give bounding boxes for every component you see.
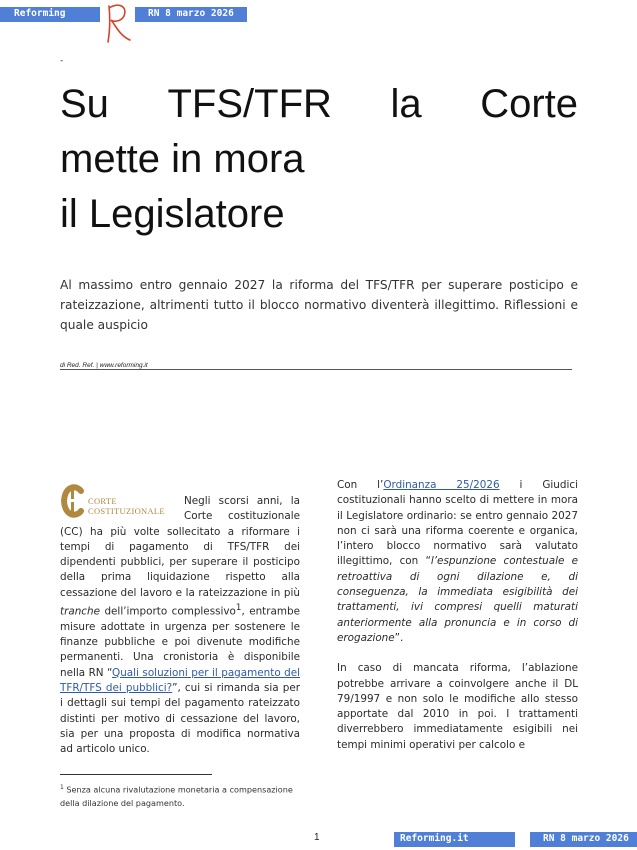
article-title [60, 77, 578, 242]
title-line-2: mette in mora [60, 137, 305, 181]
footer-site: Reforming.it [400, 833, 469, 844]
corte-logo-line1: CORTE [88, 496, 117, 506]
title-line-1 [60, 77, 578, 132]
title-word: TFS/TFR [167, 82, 332, 126]
footer-site-band [394, 832, 515, 847]
text-run: i Giudici costituzionali hanno scelto di mettere in mora il Legislatore ordinario: se entro gennaio 2027 non ci sarà una riforma coerente e organica, l’intero blocco normativo sarà valutato illegittimo, con “ [337, 479, 578, 568]
text-run: Con l’ [337, 479, 384, 491]
header-issue-band [135, 7, 247, 22]
corte-emblem-icon [60, 482, 86, 520]
title-line-3: il Legislatore [60, 192, 285, 236]
body-column-right [337, 478, 578, 753]
quoted-text: l’espunzione contestuale e retroattiva di ogni dilazione e, di conseguenza, la immediata esigibilità dei trattamenti, ivi compresi quelli maturati anteriormente alla pronuncia e in corso di erogazione [337, 555, 578, 644]
corte-costituzionale-logo [60, 482, 178, 524]
section-marker: - [60, 56, 64, 66]
text-run: , entrambe misure adottate in urgenza per sostenere le finanze pubbliche e poi divenute modifiche permanenti. Una cronistoria è disponibile nella RN “ [60, 605, 300, 679]
footnote-text: Senza alcuna rivalutazione monetaria a compensazione della dilazione del pagamento. [60, 784, 293, 808]
header-brand: Reforming [14, 8, 66, 19]
text-run: ”. [394, 631, 404, 644]
body-column-left [60, 494, 300, 758]
footnote-number: 1 [60, 784, 64, 791]
ordinanza-link[interactable]: Ordinanza 25/2026 [383, 479, 500, 491]
corte-logo-line2: COSTITUZIONALE [88, 506, 165, 516]
footer-issue: RN 8 marzo 2026 [543, 833, 629, 844]
paragraph [60, 494, 300, 758]
byline: di Red. Ref. | www.reforming.it [60, 362, 148, 369]
footnote [60, 781, 310, 810]
text-run: Negli scorsi anni, la Corte costituzionale (CC) ha più volte sollecitato a riformare i tempi di pagamento di TFS/TFR dei dipendenti pubblici, per superare il posticipo della prima liquidazione rispetto alla cessazione del lavoro e la rateizzazione in più [60, 495, 300, 599]
byline-divider [60, 369, 572, 370]
footnote-divider [60, 774, 212, 775]
paragraph [337, 478, 578, 646]
title-word: la [390, 82, 422, 126]
reforming-r-logo-icon [98, 0, 134, 46]
rn-link[interactable]: Quali soluzioni per il pagamento del TFR/TFS dei pubblici? [60, 666, 301, 695]
header-issue: RN 8 marzo 2026 [148, 8, 234, 19]
paragraph-gap [337, 646, 578, 661]
paragraph: In caso di mancata riforma, l’ablazione potrebbe arrivare a coinvolgere anche il DL 79/1997 e non solo le modifiche allo stesso apportate dal 2010 in poi. I trattamenti diverrebbero immediatamente esigibili nei tempi minimi operativi per calcolo e [337, 662, 578, 751]
page-number: 1 [314, 832, 320, 843]
title-word: Corte [480, 82, 578, 126]
header-brand-band [0, 7, 100, 22]
footnote-ref: 1 [235, 603, 242, 614]
article-lead: Al massimo entro gennaio 2027 la riforma del TFS/TFR per superare posticipo e rateizzazione, altrimenti tutto il blocco normativo diventerà illegittimo. Riflessioni e quale auspicio [60, 278, 578, 332]
text-run: dell’importo complessivo [100, 605, 236, 618]
footer-issue-band [530, 832, 637, 847]
text-run: ”, cui si rimanda sia per i dettagli sui tempi del pagamento rateizzato distinti per motivo di cessazione del lavoro, sia per una proposta di modifica normativa ad articolo unico. [60, 682, 300, 756]
italic-term: tranche [60, 605, 100, 618]
title-word: Su [60, 82, 109, 126]
